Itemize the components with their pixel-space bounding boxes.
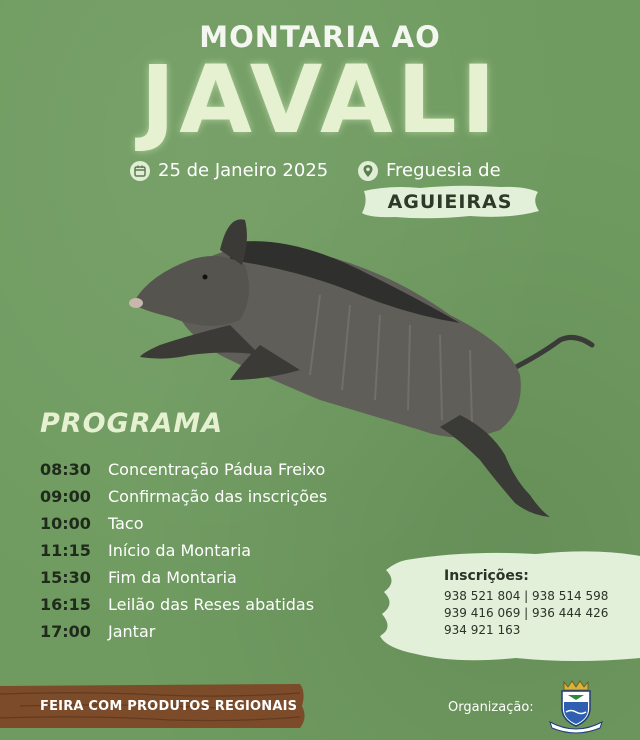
schedule-activity: Jantar — [108, 622, 156, 641]
program-schedule — [40, 456, 327, 645]
schedule-activity: Taco — [108, 514, 144, 533]
schedule-activity: Início da Montaria — [108, 541, 252, 560]
schedule-time: 17:00 — [40, 622, 91, 641]
schedule-time: 11:15 — [40, 541, 91, 560]
parish-crest-icon — [546, 678, 606, 734]
schedule-row — [40, 618, 327, 645]
schedule-time: 15:30 — [40, 568, 91, 587]
schedule-row — [40, 510, 327, 537]
schedule-time: 09:00 — [40, 487, 91, 506]
headline: MONTARIA AO — [199, 20, 441, 54]
schedule-time: 10:00 — [40, 514, 91, 533]
event-date-text: 25 de Janeiro 2025 — [158, 160, 329, 181]
registration-phone: 938 521 804 | 938 514 598 — [444, 589, 609, 603]
schedule-activity: Fim da Montaria — [108, 568, 237, 587]
schedule-row — [40, 591, 327, 618]
schedule-activity: Leilão das Reses abatidas — [108, 595, 315, 614]
venue-name: AGUIEIRAS — [387, 191, 513, 213]
registration-phone: 934 921 163 — [444, 623, 521, 637]
organization-label: Organização: — [448, 700, 534, 715]
program-title: PROGRAMA — [40, 408, 224, 439]
poster-title: JAVALI — [140, 46, 500, 155]
schedule-row — [40, 564, 327, 591]
schedule-activity: Confirmação das inscrições — [108, 487, 328, 506]
schedule-row — [40, 537, 327, 564]
schedule-time: 16:15 — [40, 595, 91, 614]
registration-info — [444, 568, 608, 639]
event-date — [130, 160, 328, 181]
schedule-row — [40, 456, 327, 483]
registration-title: Inscrições: — [444, 568, 529, 584]
location-pin-icon — [358, 161, 378, 181]
schedule-time: 08:30 — [40, 460, 91, 479]
schedule-activity: Concentração Pádua Freixo — [108, 460, 326, 479]
location-prefix: Freguesia de — [386, 160, 501, 181]
schedule-row — [40, 483, 327, 510]
event-location — [358, 160, 501, 181]
fair-banner — [0, 682, 308, 730]
registration-phone: 939 416 069 | 936 444 426 — [444, 606, 609, 620]
calendar-icon — [130, 161, 150, 181]
fair-label: FEIRA COM PRODUTOS REGIONAIS — [40, 699, 298, 714]
